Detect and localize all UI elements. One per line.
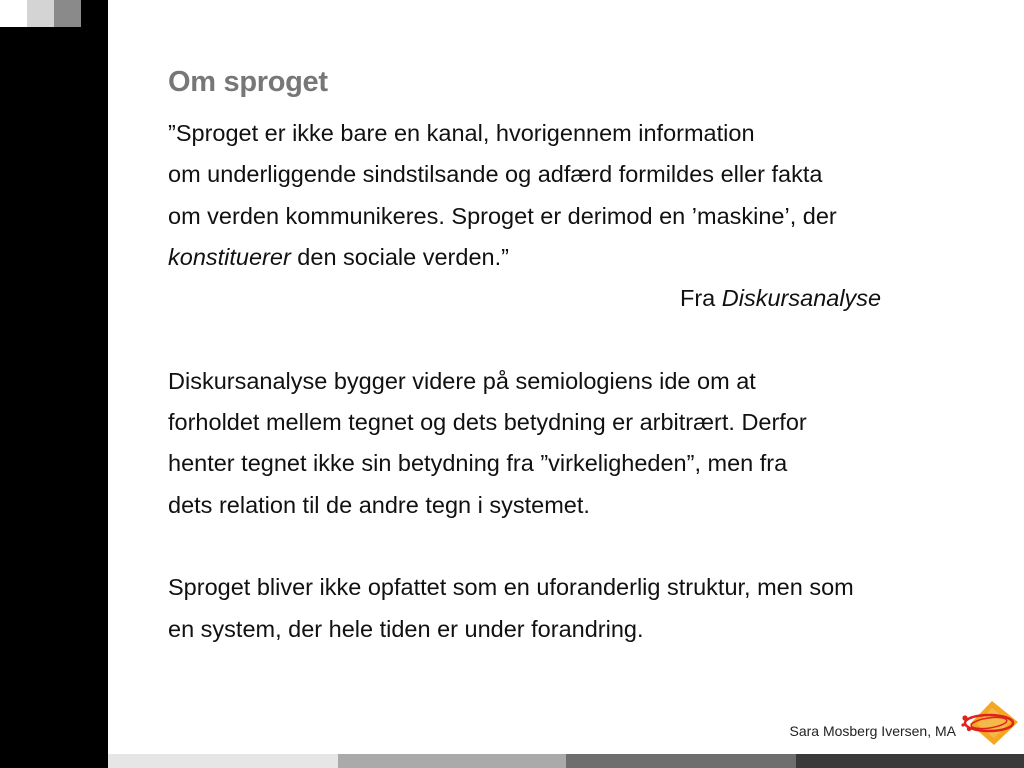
quote-line-1: ”Sproget er ikke bare en kanal, hvorigennem information [168,120,755,146]
slide-body [168,113,1008,650]
corner-square-white [0,0,27,27]
quote-line-4-rest: den sociale verden.” [290,243,509,270]
spacer [168,319,1008,360]
logo-icon [958,698,1020,750]
corner-square-lightgray [27,0,54,27]
paragraph3-line-1: Sproget bliver ikke opfattet som en uforanderlig struktur, men som [168,574,854,601]
paragraph2-line-3: henter tegnet ikke sin betydning fra ”virkeligheden”, men fra [168,450,788,477]
quote-line-3: om verden kommunikeres. Sproget er derimod en ’maskine’, der [168,202,837,229]
spacer [168,526,1008,567]
band-segment [108,754,338,768]
bottom-decorative-band [108,754,1024,768]
footer-author: Sara Mosberg Iversen, MA [789,723,956,739]
quote-source [168,278,1008,319]
band-segment [566,754,796,768]
slide-title: Om sproget [168,66,328,98]
band-segment [796,754,1024,768]
left-decorative-bar [0,0,108,768]
quote-emphasis: konstituerer [168,243,291,270]
quote-source-prefix: Fra [680,285,722,312]
quote-source-title: Diskursanalyse [721,285,882,312]
quote-line-4 [168,237,1008,278]
paragraph2-line-2: forholdet mellem tegnet og dets betydning er arbitrært. Derfor [168,409,807,436]
quote-line-2: om underliggende sindstilsande og adfærd formildes eller fakta [168,161,823,188]
band-segment [338,754,566,768]
paragraph3-line-2: en system, der hele tiden er under forandring. [168,615,644,642]
paragraph2-line-4: dets relation til de andre tegn i systemet. [168,491,590,518]
paragraph2-line-1: Diskursanalyse bygger videre på semiologiens ide om at [168,367,756,394]
corner-square-gray [54,0,81,27]
